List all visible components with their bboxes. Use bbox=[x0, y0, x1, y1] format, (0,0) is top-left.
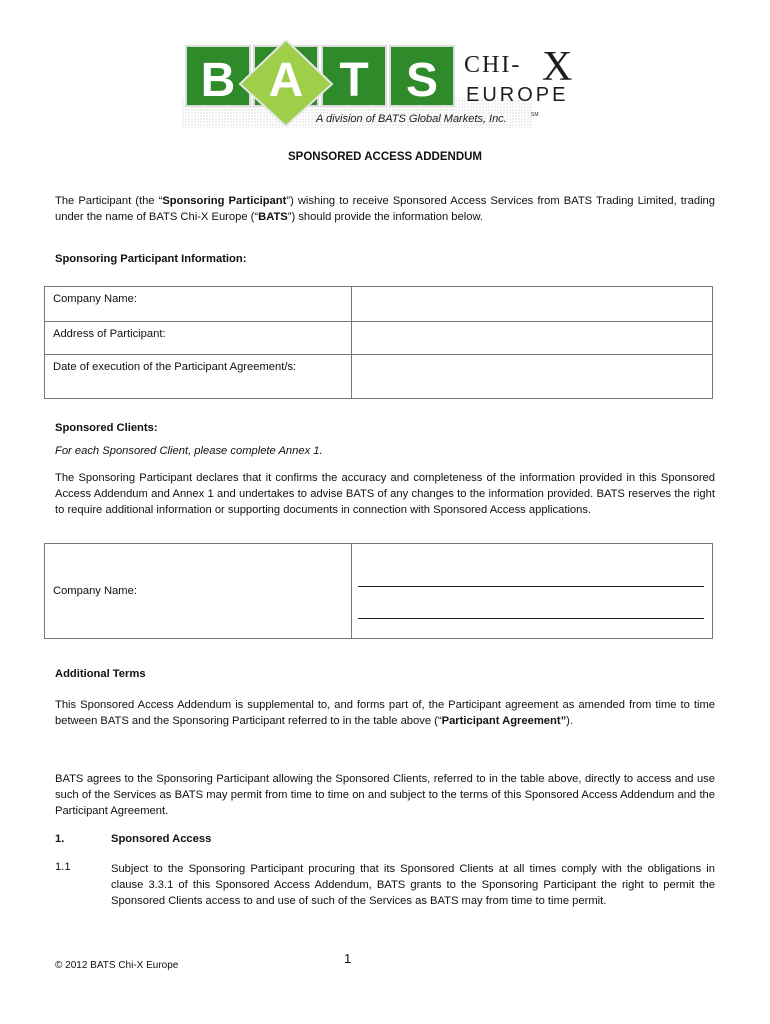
address-field[interactable] bbox=[352, 322, 713, 355]
sponsored-client-table bbox=[44, 543, 713, 639]
additional-terms-paragraph-1 bbox=[55, 697, 715, 729]
additional-terms-heading: Additional Terms bbox=[55, 668, 146, 680]
bats-chi-x-europe-logo bbox=[182, 40, 602, 130]
terms-bold-participant-agreement: Participant Agreement” bbox=[441, 715, 567, 727]
execution-date-label: Date of execution of the Participant Agreement/s: bbox=[45, 355, 352, 399]
sponsored-clients-heading: Sponsored Clients: bbox=[55, 422, 158, 434]
sponsoring-info-heading: Sponsoring Participant Information: bbox=[55, 253, 247, 265]
logo-letter-t: T bbox=[339, 54, 369, 107]
logo-x-text: X bbox=[542, 44, 573, 90]
address-label: Address of Participant: bbox=[45, 322, 352, 355]
table-row bbox=[45, 544, 713, 639]
company-name-field[interactable] bbox=[352, 287, 713, 322]
client-company-name-label: Company Name: bbox=[45, 544, 352, 639]
logo-chi-text: CHI- bbox=[464, 52, 522, 78]
execution-date-field[interactable] bbox=[352, 355, 713, 399]
intro-paragraph bbox=[55, 193, 715, 225]
logo-letter-s: S bbox=[405, 54, 439, 107]
intro-text-3: ”) should provide the information below. bbox=[287, 211, 484, 223]
client-name-line-2[interactable] bbox=[358, 618, 704, 619]
intro-text-1: The Participant (the “ bbox=[55, 195, 163, 207]
terms-text-2: ). bbox=[566, 715, 574, 727]
sponsoring-info-table bbox=[44, 286, 713, 399]
intro-bold-sponsoring-participant: Sponsoring Participant bbox=[162, 195, 287, 207]
table-row bbox=[45, 287, 713, 322]
client-name-line-1[interactable] bbox=[358, 586, 704, 587]
page-number: 1 bbox=[344, 951, 352, 966]
table-row bbox=[45, 355, 713, 399]
terms-text-1: This Sponsored Access Addendum is supplemental to, and forms part of, the Participant agreement as amended from time to time between BATS and the Sponsoring Participant referred to in the table above (“ bbox=[55, 699, 715, 727]
logo-letter-b: B bbox=[200, 54, 236, 107]
section-1-title: Sponsored Access bbox=[111, 833, 212, 845]
document-title: SPONSORED ACCESS ADDENDUM bbox=[287, 151, 483, 163]
intro-bold-bats: BATS bbox=[258, 211, 288, 223]
additional-terms-paragraph-2: BATS agrees to the Sponsoring Participant allowing the Sponsored Clients, referred to in the table above, directly to access and use such of the Services as BATS may permit from time to time on and subject to the terms of this Sponsored Access Addendum and the Participant Agreement. bbox=[55, 773, 715, 817]
clause-1-1-text: Subject to the Sponsoring Participant procuring that its Sponsored Clients at all times comply with the obligations in clause 3.3.1 of this Sponsored Access Addendum, BATS grants to the Sponsoring Participant the right to permit the Sponsored Clients access to and use of such of the Services as BATS may from time to time permit. bbox=[111, 863, 715, 907]
logo-europe-text: EUROPE bbox=[466, 84, 569, 106]
intro-text-2: ”) wishing to receive Sponsored Access Services from BATS Trading Limited, trading under the name of BATS Chi-X Europe (“ bbox=[55, 195, 716, 223]
section-1-number: 1. bbox=[55, 833, 65, 845]
logo-sm-mark: SM bbox=[531, 112, 539, 118]
copyright-notice: © 2012 BATS Chi-X Europe bbox=[55, 960, 179, 971]
table-row bbox=[45, 322, 713, 355]
client-company-name-field[interactable] bbox=[352, 544, 713, 639]
logo-tagline: A division of BATS Global Markets, Inc. bbox=[316, 113, 507, 125]
logo-letter-a: A bbox=[268, 54, 304, 107]
clause-1-1-number: 1.1 bbox=[55, 861, 71, 873]
annex-note: For each Sponsored Client, please complete Annex 1. bbox=[55, 445, 323, 457]
company-name-label: Company Name: bbox=[45, 287, 352, 322]
declaration-paragraph: The Sponsoring Participant declares that it confirms the accuracy and completeness of the information provided in this Sponsored Access Addendum and Annex 1 and undertakes to advise BATS of any changes to the information provided. BATS reserves the right to require additional information or supporting documents in connection with Sponsored Access applications. bbox=[55, 472, 715, 516]
